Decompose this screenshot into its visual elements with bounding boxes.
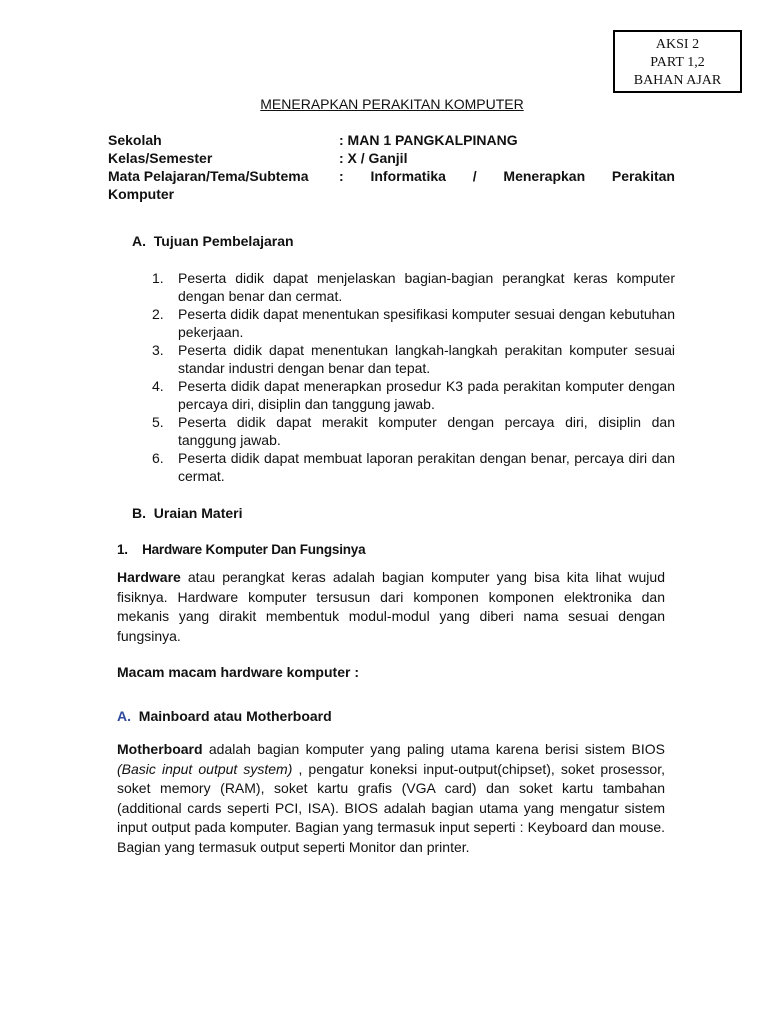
list-item: 4. Peserta didik dapat menerapkan prosedur K3 pada perakitan komputer dengan percaya diri, disiplin dan tanggung jawab. — [152, 378, 675, 412]
meta-subject-row — [108, 167, 675, 185]
part-line: PART 1,2 — [650, 55, 705, 70]
list-item: 5. Peserta didik dapat merakit komputer dengan percaya diri, disiplin dan tanggung jawab. — [152, 414, 675, 448]
section-b-heading: B. Uraian Materi — [132, 505, 243, 521]
subsection-1-heading: 1. Hardware Komputer Dan Fungsinya — [117, 542, 366, 557]
meta-school-row — [108, 131, 675, 149]
school-value: : MAN 1 PANGKALPINANG — [339, 132, 518, 148]
motherboard-paragraph: Motherboard adalah bagian komputer yang paling utama karena berisi sistem BIOS (Basic input output system) , pengatur koneksi input-output(chipset), soket prosessor, soket memory (RAM), soket kartu grafis (VGA card) dan soket kartu tambahan (additional cards seperti PCI, ISA). BIOS adalah bagian utama yang mengatur sistem input output pada komputer. Bagian yang termasuk input seperti : Keyboard dan mouse. Bagian yang termasuk output seperti Monitor dan printer. — [117, 741, 665, 855]
bahan-ajar-line: BAHAN AJAR — [633, 73, 722, 88]
subject-label: Mata Pelajaran/Tema/Subtema — [108, 168, 309, 184]
section-a-heading: A. Tujuan Pembelajaran — [132, 233, 294, 249]
aksi-label-box — [613, 30, 742, 93]
list-item: 6. Peserta didik dapat membuat laporan perakitan dengan benar, percaya diri dan cermat. — [152, 450, 675, 484]
meta-info — [108, 131, 675, 203]
list-item: 1. Peserta didik dapat menjelaskan bagian-bagian perangkat keras komputer dengan benar dan cermat. — [152, 270, 675, 304]
document-title: MENERAPKAN PERAKITAN KOMPUTER — [260, 96, 524, 112]
class-value: : X / Ganjil — [339, 150, 408, 166]
list-item: 2. Peserta didik dapat menentukan spesifikasi komputer sesuai dengan kebutuhan pekerjaan. — [152, 306, 675, 340]
aksi-line: AKSI 2 — [655, 37, 700, 52]
school-label: Sekolah — [108, 132, 162, 148]
subject-value: : Informatika / Menerapkan Perakitan — [339, 168, 675, 184]
class-label: Kelas/Semester — [108, 150, 213, 166]
learning-goals-list — [152, 269, 675, 485]
hardware-paragraph: Hardware atau perangkat keras adalah bagian komputer yang bisa kita lihat wujud fisiknya. Hardware komputer tersusun dari komponen komponen elektronika dan mekanis yang dirakit membentuk modul-modul yang diberi nama sesuai dengan fungsinya. — [117, 569, 665, 644]
subject-continuation: Komputer — [108, 186, 175, 202]
mainboard-heading: A. Mainboard atau Motherboard — [117, 708, 332, 724]
list-item: 3. Peserta didik dapat menentukan langkah-langkah perakitan komputer sesuai standar industri dengan benar dan tepat. — [152, 342, 675, 376]
meta-class-row — [108, 149, 675, 167]
hardware-list-heading: Macam macam hardware komputer : — [117, 664, 359, 680]
